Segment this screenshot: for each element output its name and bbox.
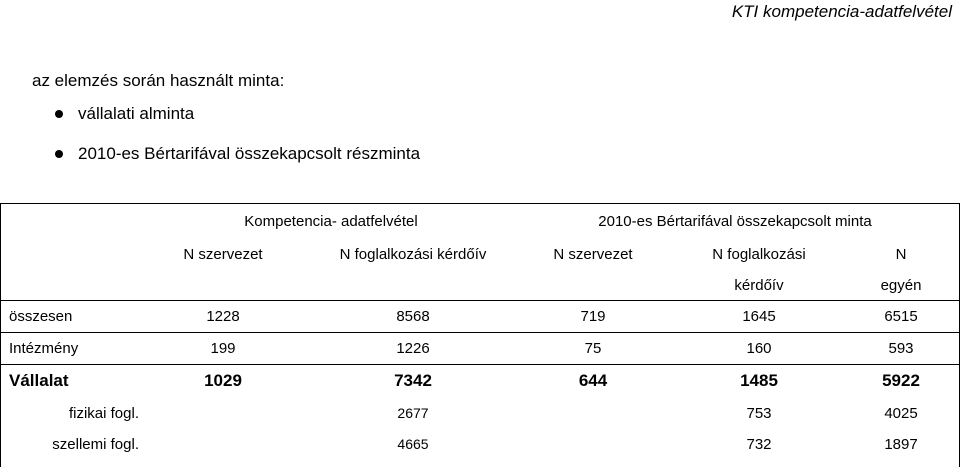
row-label-szellemi: szellemi fogl. <box>52 436 139 453</box>
cell-bt-szervezet: 719 <box>580 308 606 325</box>
sample-bullet-list <box>55 104 420 184</box>
col-header-kf-n-szervezet: N szervezet <box>183 246 263 263</box>
cell-bt-egyen: 1897 <box>884 436 918 453</box>
bullet-item-bertarifa <box>55 144 420 184</box>
col-header-bt-egyen-line2: egyén <box>880 277 922 294</box>
cell-kf-kerdoiv: 2677 <box>397 405 429 421</box>
row-label-vallalat: Vállalat <box>9 371 69 390</box>
cell-bt-szervezet: 644 <box>578 371 608 390</box>
cell-bt-foglalkozasi: 1485 <box>740 371 778 390</box>
cell-bt-egyen: 5922 <box>882 371 920 390</box>
col-header-bt-n-egyen: N <box>895 246 907 263</box>
header-divider <box>1 300 959 301</box>
cell-kf-kerdoiv: 7342 <box>394 371 432 390</box>
bullet-dot-icon <box>55 150 63 158</box>
bullet-text: vállalati alminta <box>78 104 195 123</box>
cell-bt-foglalkozasi: 753 <box>746 405 772 422</box>
cell-kf-kerdoiv: 1226 <box>396 340 430 357</box>
bullet-dot-icon <box>55 110 63 118</box>
row-divider <box>1 364 959 365</box>
group-header-bertarifa: 2010-es Bértarifával összekapcsolt minta <box>598 213 872 230</box>
col-header-bt-n-szervezet: N szervezet <box>553 246 633 263</box>
group-header-kompetencia: Kompetencia- adatfelvétel <box>244 213 418 230</box>
cell-kf-kerdoiv: 4665 <box>397 436 429 452</box>
row-label-fizikai: fizikai fogl. <box>68 405 139 422</box>
row-label-osszesen: összesen <box>9 308 73 325</box>
cell-bt-foglalkozasi: 732 <box>746 436 772 453</box>
cell-kf-szervezet: 1029 <box>204 371 242 390</box>
col-header-bt-n-foglalkozasi: N foglalkozási <box>712 246 806 263</box>
cell-bt-szervezet: 75 <box>584 340 602 357</box>
row-label-intezmeny: Intézmény <box>9 340 79 357</box>
cell-bt-egyen: 6515 <box>884 308 918 325</box>
row-divider <box>1 332 959 333</box>
cell-kf-szervezet: 1228 <box>206 308 240 325</box>
cell-kf-kerdoiv: 8568 <box>396 308 430 325</box>
cell-bt-foglalkozasi: 1645 <box>742 308 776 325</box>
bullet-item-vallalati <box>55 104 420 144</box>
col-header-bt-kerdoiv-line2: kérdőív <box>734 277 784 294</box>
cell-kf-szervezet: 199 <box>210 340 236 357</box>
cell-bt-foglalkozasi: 160 <box>746 340 772 357</box>
page-header-title: KTI kompetencia-adatfelvétel <box>731 2 952 21</box>
sample-table <box>0 203 960 467</box>
intro-text: az elemzés során használt minta: <box>32 71 285 90</box>
cell-bt-egyen: 4025 <box>884 405 918 422</box>
cell-bt-egyen: 593 <box>888 340 914 357</box>
col-header-kf-n-kerdoiv: N foglalkozási kérdőív <box>339 246 487 263</box>
bullet-text: 2010-es Bértarifával összekapcsolt részminta <box>78 144 421 163</box>
